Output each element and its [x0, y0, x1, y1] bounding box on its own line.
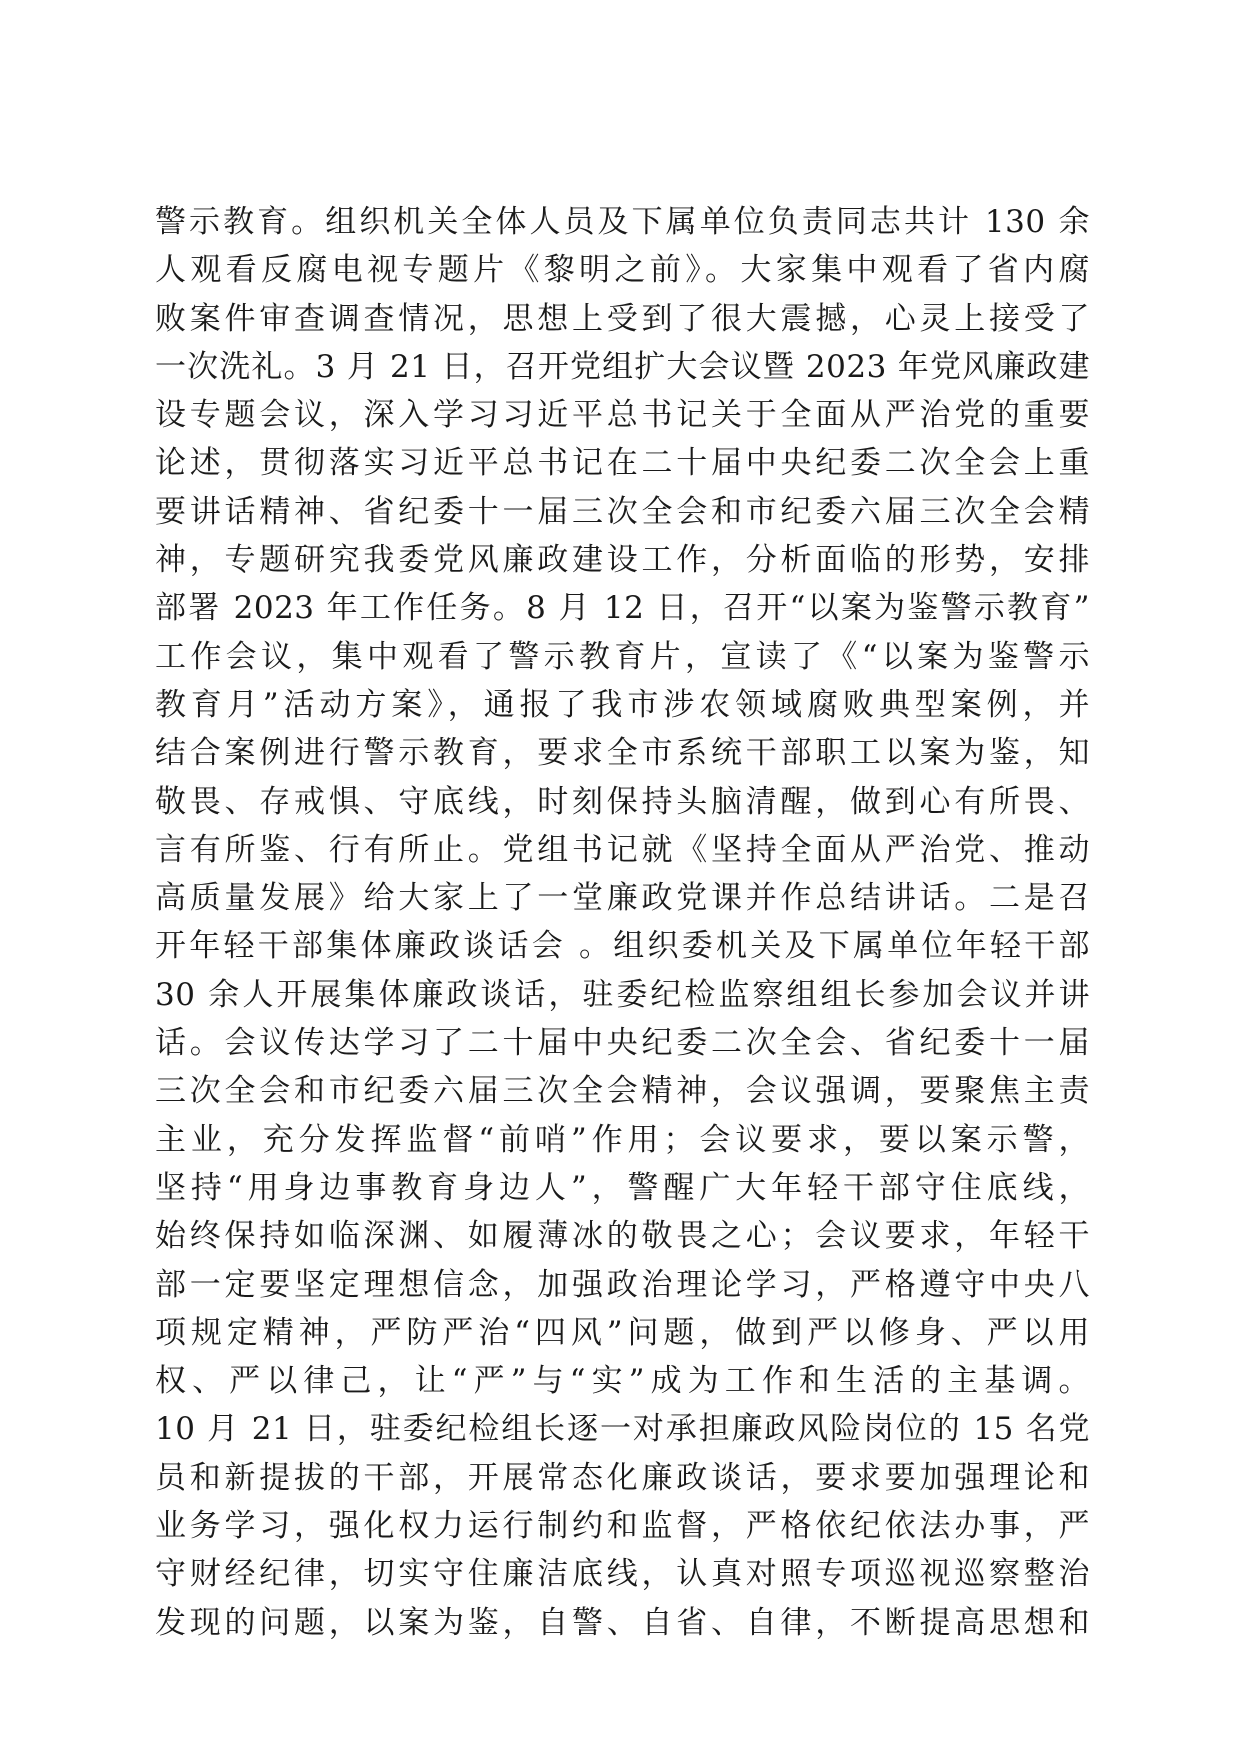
text-line: 业务学习，强化权力运行制约和监督，严格依纪依法办事，严 [155, 1508, 1090, 1545]
text-line: 部一定要坚定理想信念，加强政治理论学习，严格遵守中央八 [155, 1266, 1090, 1303]
text-line: 发现的问题，以案为鉴，自警、自省、自律，不断提高思想和 [155, 1604, 1090, 1641]
text-line: 教育月”活动方案》，通报了我市涉农领域腐败典型案例，并 [155, 686, 1090, 723]
text-line: 员和新提拔的干部，开展常态化廉政谈话，要求要加强理论和 [155, 1459, 1090, 1496]
text-line: 一次洗礼。3 月 21 日，召开党组扩大会议暨 2023 年党风廉政建 [155, 348, 1090, 385]
text-line: 话。会议传达学习了二十届中央纪委二次全会、省纪委十一届 [155, 1025, 1090, 1062]
text-line: 10 月 21 日，驻委纪检组长逐一对承担廉政风险岗位的 15 名党 [155, 1411, 1090, 1448]
text-line: 败案件审查调查情况，思想上受到了很大震撼，心灵上接受了 [155, 300, 1090, 337]
text-line: 权、严以律己，让“严”与“实”成为工作和生活的主基调。 [155, 1363, 1090, 1400]
text-line: 工作会议，集中观看了警示教育片，宣读了《“以案为鉴警示 [155, 638, 1090, 675]
text-line: 设专题会议，深入学习习近平总书记关于全面从严治党的重要 [155, 397, 1090, 434]
text-line: 高质量发展》给大家上了一堂廉政党课并作总结讲话。二是召 [155, 880, 1090, 917]
text-line: 结合案例进行警示教育，要求全市系统干部职工以案为鉴，知 [155, 735, 1090, 772]
text-line: 主业，充分发挥监督“前哨”作用；会议要求，要以案示警， [155, 1121, 1090, 1158]
text-line: 要讲话精神、省纪委十一届三次全会和市纪委六届三次全会精 [155, 493, 1090, 530]
text-line: 神，专题研究我委党风廉政建设工作，分析面临的形势，安排 [155, 542, 1090, 579]
text-line: 论述，贯彻落实习近平总书记在二十届中央纪委二次全会上重 [155, 445, 1090, 482]
text-line: 三次全会和市纪委六届三次全会精神，会议强调，要聚焦主责 [155, 1073, 1090, 1110]
text-line: 部署 2023 年工作任务。8 月 12 日，召开“以案为鉴警示教育” [155, 590, 1090, 627]
text-line: 始终保持如临深渊、如履薄冰的敬畏之心；会议要求，年轻干 [155, 1218, 1090, 1255]
text-line: 项规定精神，严防严治“四风”问题，做到严以修身、严以用 [155, 1314, 1090, 1351]
text-line: 守财经纪律，切实守住廉洁底线，认真对照专项巡视巡察整治 [155, 1556, 1090, 1593]
text-line: 警示教育。组织机关全体人员及下属单位负责同志共计 130 余 [155, 204, 1090, 240]
body-paragraph [155, 198, 1090, 1647]
text-line: 言有所鉴、行有所止。党组书记就《坚持全面从严治党、推动 [155, 831, 1090, 868]
text-line: 敬畏、存戒惧、守底线，时刻保持头脑清醒，做到心有所畏、 [155, 783, 1090, 820]
text-line: 开年轻干部集体廉政谈话会 。组织委机关及下属单位年轻干部 [155, 928, 1090, 965]
text-line: 30 余人开展集体廉政谈话，驻委纪检监察组组长参加会议并讲 [155, 976, 1090, 1013]
text-line: 人观看反腐电视专题片《黎明之前》。大家集中观看了省内腐 [155, 252, 1090, 289]
text-line: 坚持“用身边事教育身边人”，警醒广大年轻干部守住底线， [155, 1169, 1090, 1206]
